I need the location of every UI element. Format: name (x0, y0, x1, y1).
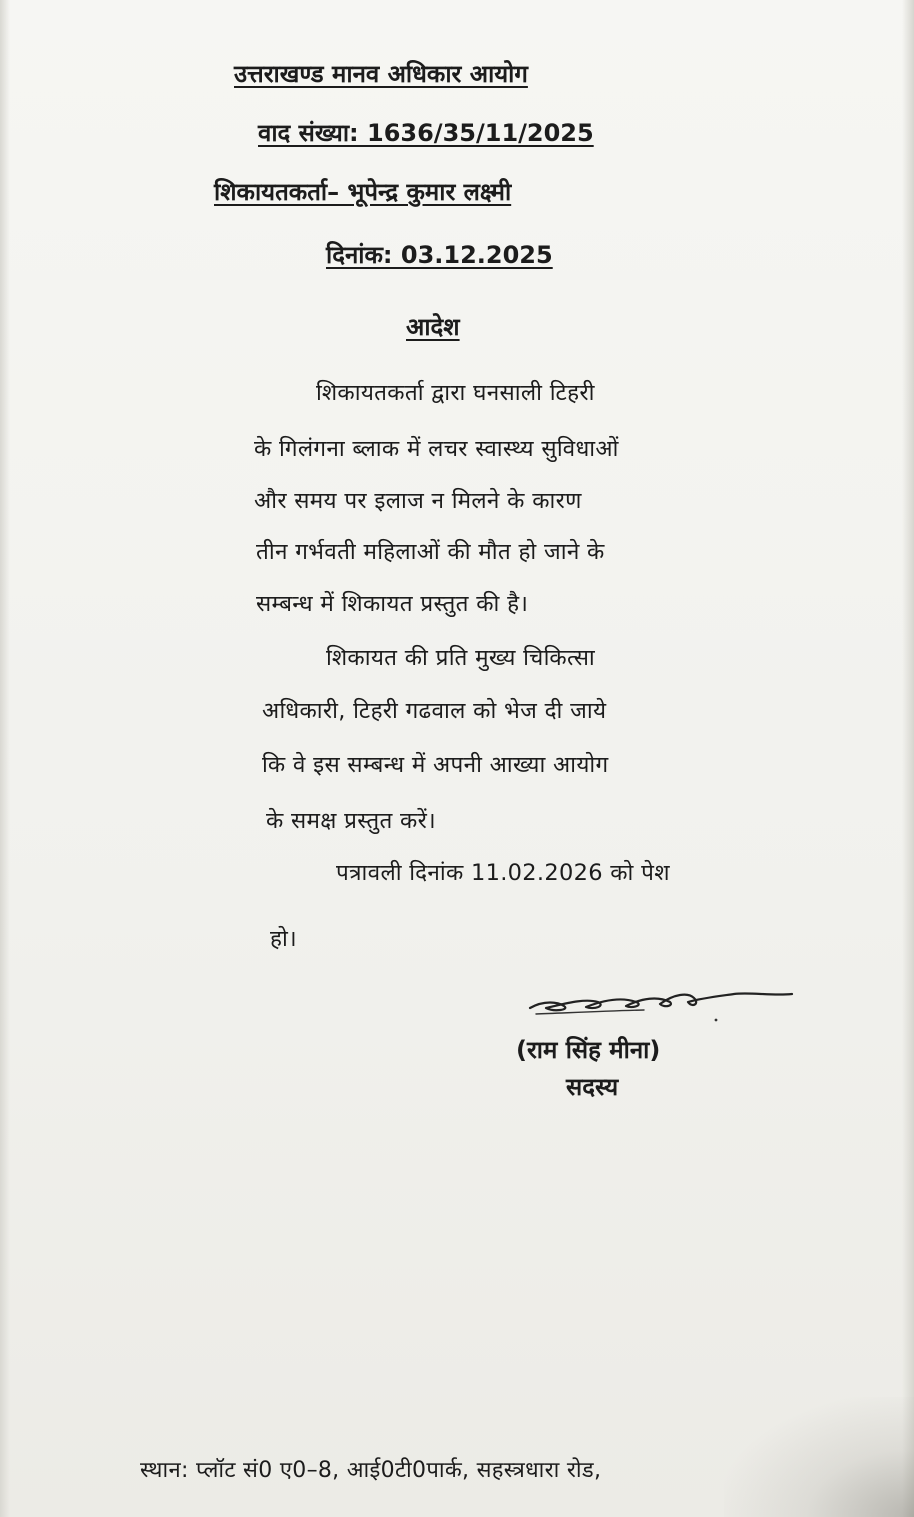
case-number: वाद संख्या: 1636/35/11/2025 (258, 119, 594, 147)
signatory-designation: सदस्य (566, 1073, 619, 1101)
handwritten-signature (524, 980, 794, 1040)
para3-line-1: पत्रावली दिनांक 11.02.2026 को पेश (336, 860, 670, 886)
para1-line-5: सम्बन्ध में शिकायत प्रस्तुत की है। (256, 591, 529, 617)
para2-line-2: अधिकारी, टिहरी गढवाल को भेज दी जाये (262, 698, 607, 724)
para1-line-3: और समय पर इलाज न मिलने के कारण (254, 488, 582, 514)
scan-smudge (724, 1397, 914, 1517)
para1-line-2: के गिलंगना ब्लाक में लचर स्वास्थ्य सुविधाओं (254, 436, 619, 462)
page-edge-right (902, 0, 914, 1517)
commission-title: उत्तराखण्ड मानव अधिकार आयोग (234, 60, 528, 88)
footer-address: स्थान: प्लॉट सं0 ए0–8, आई0टी0पार्क, सहस्त्रधारा रोड, (140, 1458, 602, 1483)
para1-line-1: शिकायतकर्ता द्वारा घनसाली टिहरी (316, 380, 595, 406)
para3-line-2: हो। (270, 926, 297, 952)
para2-line-1: शिकायत की प्रति मुख्य चिकित्सा (326, 645, 596, 671)
signatory-name: (राम सिंह मीना) (516, 1036, 661, 1064)
order-title: आदेश (406, 313, 460, 341)
order-date: दिनांक: 03.12.2025 (326, 241, 553, 269)
para2-line-4: के समक्ष प्रस्तुत करें। (266, 808, 436, 834)
para1-line-4: तीन गर्भवती महिलाओं की मौत हो जाने के (256, 539, 605, 565)
complainant: शिकायतकर्ता– भूपेन्द्र कुमार लक्ष्मी (214, 178, 512, 206)
para2-line-3: कि वे इस सम्बन्ध में अपनी आख्या आयोग (262, 752, 609, 778)
page-edge-left (0, 0, 10, 1517)
